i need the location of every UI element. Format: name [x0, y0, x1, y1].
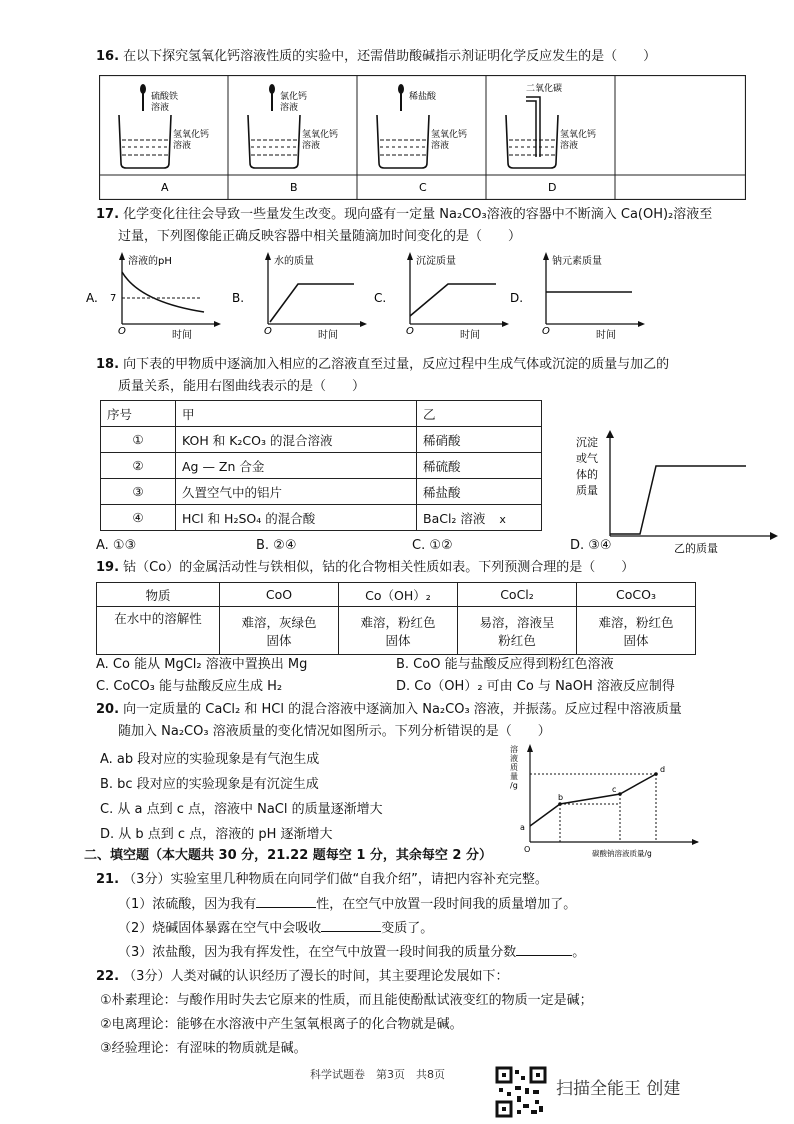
q17-graph — [510, 252, 645, 341]
q19-option-d: D. Co（OH）₂ 可由 Co 与 NaOH 溶液反应制得 — [396, 679, 675, 694]
q22-item-2: ②电离理论：能够在水溶液中产生氢氧根离子的化合物就是碱。 — [100, 1017, 463, 1032]
q16-apparatus-figure — [99, 75, 746, 200]
option-letter: A. — [86, 291, 98, 305]
q18-xlabel: 乙的质量 — [674, 542, 718, 555]
q21-stem: 21. （3分）实验室里几种物质在向同学们做“自我介绍”，请把内容补充完整。 — [96, 872, 548, 887]
q22-item-3: ③经验理论：有涩味的物质就是碱。 — [100, 1041, 307, 1056]
q17-graph — [232, 252, 367, 341]
q18-option-c: C. ①② — [412, 538, 453, 553]
solution-label: 氢氧化钙 — [173, 130, 210, 140]
page-footer: 科学试题卷 第3页 共8页 — [310, 1068, 445, 1081]
reagent-label: 二氧化碳 — [526, 84, 563, 94]
option-letter: B. — [232, 291, 245, 305]
qr-code-icon — [495, 1066, 547, 1118]
q20-option-a: A. ab 段对应的实验现象是有气泡生成 — [100, 752, 320, 767]
q19-option-c: C. CoCO₃ 能与盐酸反应生成 H₂ — [96, 679, 283, 694]
solution-label: 氢氧化钙 — [431, 130, 468, 140]
q17-graph — [374, 252, 509, 341]
option-letter: B — [290, 181, 298, 194]
beaker-icon — [377, 115, 429, 168]
q20-xlabel: 碳酸钠溶液质量/g — [592, 849, 652, 858]
beaker-icon — [506, 115, 558, 168]
q17-graph — [86, 252, 221, 341]
q21-item-1: （1）浓硫酸，因为我有 性，在空气中放置一段时间我的质量增加了。 — [118, 897, 577, 912]
q18-stem-2: 质量关系，能用右图曲线表示的是（ ） — [118, 379, 366, 394]
q18-option-d: D. ③④ — [570, 538, 612, 553]
q20-graph — [508, 742, 708, 860]
x-axis-label: 时间 — [172, 330, 192, 341]
q18-header-jia: 甲 — [176, 401, 417, 427]
q21-blank-3[interactable] — [516, 943, 572, 956]
solution-label: 氢氧化钙 — [302, 130, 339, 140]
point-a: a — [520, 823, 525, 832]
y-axis-label: 沉淀质量 — [416, 256, 456, 267]
beaker-panel — [248, 84, 338, 194]
origin-label: O — [264, 326, 272, 337]
dropper-icon — [398, 84, 404, 94]
origin-label: O — [542, 326, 550, 337]
q19-stem: 19. 钴（Co）的金属活动性与铁相似，钴的化合物相关性质如表。下列预测合理的是（ ） — [96, 560, 635, 575]
q18-table — [100, 400, 542, 531]
solution-label: 溶液 — [302, 141, 321, 151]
q21-item-3: （3）浓盐酸，因为我有挥发性，在空气中放置一段时间我的质量分数 。 — [118, 945, 586, 960]
point-d: d — [660, 765, 666, 774]
x-axis-label: 时间 — [596, 330, 616, 341]
reagent-label: 稀盐酸 — [409, 92, 437, 102]
curve — [270, 284, 354, 322]
y-axis-label: 钠元素质量 — [552, 256, 602, 267]
q20-stem-2: 随加入 Na₂CO₃ 溶液质量的变化情况如图所示。下列分析错误的是（ ） — [118, 724, 551, 739]
beaker-panel — [377, 84, 467, 194]
beaker-icon — [119, 115, 171, 168]
solution-label: 氢氧化钙 — [560, 130, 597, 140]
q18-option-a: A. ①③ — [96, 538, 137, 553]
q16-stem: 16. 在以下探究氢氧化钙溶液性质的实验中，还需借助酸碱指示剂证明化学反应发生的是（ ） — [96, 49, 657, 64]
q18-ylabel-4: 质量 — [576, 484, 598, 497]
q18-option-b: B. ②④ — [256, 538, 297, 553]
solution-label: 溶液 — [560, 141, 579, 151]
q17-stem-2: 过量，下列图像能正确反映容器中相关量随滴加时间变化的是（ ） — [118, 229, 522, 244]
ph-7-label: 7 — [110, 293, 117, 304]
q22-item-1: ①朴素理论：与酸作用时失去它原来的性质，而且能使酚酞试液变红的物质一定是碱； — [100, 993, 593, 1008]
svg-text:/g: /g — [510, 781, 518, 790]
q19-option-b: B. CoO 能与盐酸反应得到粉红色溶液 — [396, 657, 614, 672]
q21-blank-2[interactable] — [321, 919, 381, 932]
q18-ylabel-1: 沉淀 — [576, 436, 598, 449]
svg-text:液: 液 — [510, 754, 518, 763]
option-letter: D. — [510, 291, 524, 305]
q18-graph — [570, 428, 785, 558]
dropper-icon — [269, 84, 275, 94]
svg-text:溶: 溶 — [510, 745, 518, 754]
q22-stem: 22. （3分）人类对碱的认识经历了漫长的时间，其主要理论发展如下： — [96, 969, 509, 984]
table-row: ④ HCl 和 H₂SO₄ 的混合酸 BaCl₂ 溶液 x — [101, 505, 542, 531]
table-row: ② Ag — Zn 合金 稀硫酸 — [101, 453, 542, 479]
q19-option-a: A. Co 能从 MgCl₂ 溶液中置换出 Mg — [96, 657, 308, 672]
origin-label: O — [406, 326, 414, 337]
reagent-label: 溶液 — [151, 103, 170, 113]
q20-stem-1: 20. 向一定质量的 CaCl₂ 和 HCl 的混合溶液中逐滴加入 Na₂CO₃ 溶液，并振荡。反应过程中溶液质量 — [96, 702, 682, 717]
reagent-label: 溶液 — [280, 103, 299, 113]
svg-text:量: 量 — [510, 772, 518, 781]
y-axis-label: 水的质量 — [274, 256, 314, 267]
option-letter: C — [419, 181, 427, 194]
table-row: 在水中的溶解性 难溶，灰绿色 固体 难溶，粉红色 固体 易溶，溶液呈 粉红色 难溶，粉红色 固体 — [97, 607, 696, 655]
cross-mark: x — [499, 512, 506, 526]
solution-label: 溶液 — [431, 141, 450, 151]
q18-stem-1: 18. 向下表的甲物质中逐滴加入相应的乙溶液直至过量，反应过程中生成气体或沉淀的质量与加乙的 — [96, 357, 670, 372]
svg-text:质: 质 — [510, 763, 518, 772]
q20-option-c: C. 从 a 点到 c 点，溶液中 NaCl 的质量逐渐增大 — [100, 802, 383, 817]
y-axis-label: 溶液的pH — [128, 256, 172, 267]
point-c: c — [612, 785, 617, 794]
q17-stem-1: 17. 化学变化往往会导致一些量发生改变。现向盛有一定量 Na₂CO₃溶液的容器中不断滴入 Ca(OH)₂溶液至 — [96, 207, 713, 222]
option-letter: C. — [374, 291, 387, 305]
beaker-panel — [119, 84, 209, 194]
point-b: b — [558, 793, 564, 802]
q20-option-b: B. bc 段对应的实验现象是有沉淀生成 — [100, 777, 319, 792]
origin-label: O — [118, 326, 126, 337]
q21-item-2: （2）烧碱固体暴露在空气中会吸收 变质了。 — [118, 921, 434, 936]
table-row: ① KOH 和 K₂CO₃ 的混合溶液 稀硝酸 — [101, 427, 542, 453]
x-axis-label: 时间 — [318, 330, 338, 341]
section-2-title: 二、填空题（本大题共 30 分，21.22 题每空 1 分，其余每空 2 分） — [84, 848, 492, 863]
q17-graphs — [86, 250, 646, 350]
origin-o: O — [524, 845, 531, 854]
option-letter: A — [161, 181, 169, 194]
scanner-watermark: 扫描全能王 创建 — [556, 1079, 681, 1099]
curve — [122, 272, 204, 312]
q19-table: 物质 CoO Co（OH）₂ CoCl₂ CoCO₃ 在水中的溶解性 难溶，灰绿色 固体 难溶，粉红色 固体 易溶，溶液呈 粉红色 难溶，粉红色 固体 — [96, 582, 696, 655]
gas-tube-icon — [526, 97, 540, 157]
beaker-icon — [248, 115, 300, 168]
x-axis-label: 时间 — [460, 330, 480, 341]
beaker-panel — [506, 82, 596, 194]
q18-ylabel-2: 或气 — [576, 452, 598, 465]
q21-blank-1[interactable] — [256, 895, 316, 908]
table-row: ③ 久置空气中的铝片 稀盐酸 — [101, 479, 542, 505]
reagent-label: 硫酸铁 — [151, 92, 179, 102]
dropper-icon — [140, 84, 146, 94]
q18-header-yi: 乙 — [417, 401, 542, 427]
reagent-label: 氯化钙 — [280, 92, 308, 102]
curve — [410, 284, 496, 316]
solution-label: 溶液 — [173, 141, 192, 151]
option-letter: D — [548, 181, 557, 194]
q18-ylabel-3: 体的 — [576, 468, 598, 481]
q18-header-no: 序号 — [101, 401, 176, 427]
q20-option-d: D. 从 b 点到 c 点，溶液的 pH 逐渐增大 — [100, 827, 333, 842]
